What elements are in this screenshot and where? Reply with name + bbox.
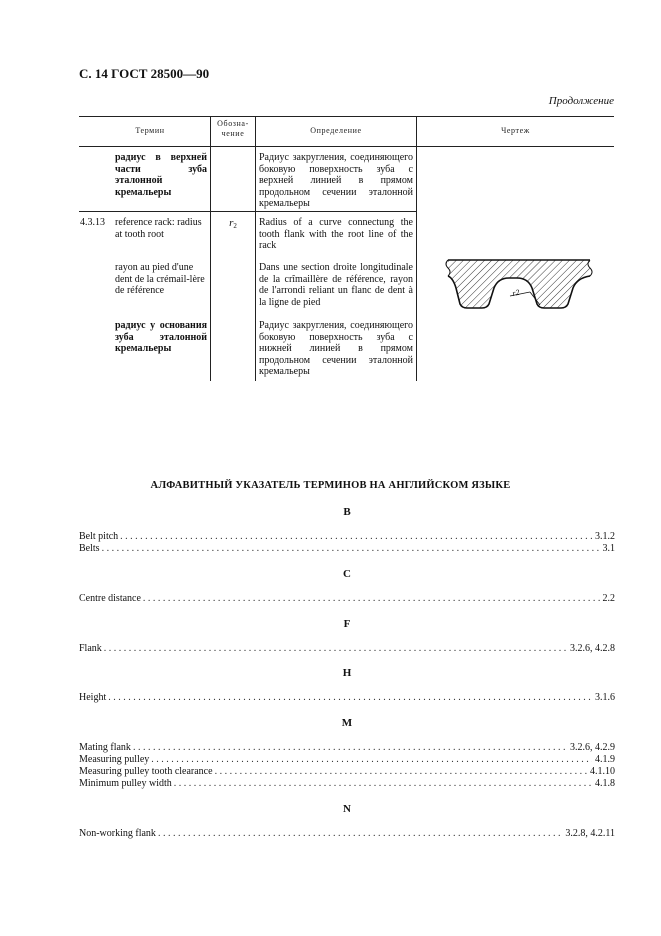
index-term: Measuring pulley [79,754,150,765]
index-term: Non-working flank [79,828,156,839]
index-entry [79,754,615,766]
index-term: Minimum pulley width [79,778,172,789]
index-title: АЛФАВИТНЫЙ УКАЗАТЕЛЬ ТЕРМИНОВ НА АНГЛИЙСКОМ ЯЗЫКЕ [150,480,511,491]
index-term: Belt pitch [79,531,119,542]
index-entry [79,828,615,840]
leader-dots [104,643,567,655]
page-header: С. 14 ГОСТ 28500—90 [79,66,210,81]
leader-dots [102,543,600,555]
definition-en: Radius of a curve connectung the tooth flank with the root line of the rack [259,217,413,252]
index-ref: 4.1.8 [595,778,615,789]
index-entry [79,643,615,655]
index-ref: 3.1.6 [595,692,615,703]
leader-dots [158,828,562,840]
leader-dots [151,754,592,766]
term-number: 4.3.13 [80,217,105,228]
index-term: Centre distance [79,593,141,604]
index-ref: 3.1 [602,543,615,554]
index-ref: 3.2.8, 4.2.11 [565,828,615,839]
index-letter-b: B [343,506,351,518]
rack-body [440,248,598,320]
table-header-rule [79,146,614,147]
column-divider [416,116,417,381]
index-term: Mating flank [79,742,131,753]
index-entry [79,593,615,605]
term-en: reference rack: radius at tooth root [115,217,202,240]
column-header-drawing: Чертеж [501,126,530,135]
symbol-letter: r [229,217,234,229]
index-ref: 3.1.2 [595,531,615,542]
term-symbol [211,218,255,233]
term-ru: радиус у основания зуба эталонной кремальеры [115,320,207,355]
index-letter-h: H [342,667,352,679]
index-letter-f: F [343,618,351,630]
index-ref: 4.1.10 [590,766,615,777]
index-entry [79,742,615,754]
leader-dots [174,778,592,790]
rack-drawing [440,248,598,320]
row-separator [79,211,416,212]
index-ref: 3.2.6, 4.2.8 [570,643,615,654]
leader-dots [143,593,600,605]
index-entry [79,543,615,555]
definition-ru-top-radius: Радиус закругления, соединяющего боковую поверхность зуба с верхней линией в прямом продольном сечении эталонной кремальеры [259,152,413,210]
index-letter-m: M [341,717,353,729]
index-term: Measuring pulley tooth clearance [79,766,213,777]
index-term: Belts [79,543,100,554]
radius-label: r2 [511,287,521,298]
table-top-rule [79,116,614,117]
leader-dots [120,531,592,543]
column-divider [255,116,256,381]
index-ref: 4.1.9 [595,754,615,765]
index-entry [79,692,615,704]
definition-ru: Радиус закругления, соединяющего боковую поверхность зуба с нижней линией в прямом продольном сечении эталонной кремальеры [259,320,413,378]
term-ru-top-radius: радиус в верхней части зуба эталонной кремальеры [115,152,207,198]
index-entry [79,778,615,790]
symbol-subscript: 2 [233,222,237,230]
column-header-term: Термин [135,126,165,135]
leader-dots [133,742,567,754]
continuation-label: Продолжение [548,95,614,107]
index-entry [79,766,615,778]
column-header-definition: Определение [310,126,362,135]
index-letter-c: C [343,568,351,580]
index-letter-n: N [343,803,351,815]
index-ref: 2.2 [602,593,615,604]
leader-dots [215,766,587,778]
index-entry [79,531,615,543]
index-term: Flank [79,643,102,654]
column-header-symbol: Обозна- чение [217,119,249,138]
definition-fr: Dans une section droite longitudinale de la crîmaillère de référence, rayon de l'arrondi reliant un flanc de dent à la ligne de pied [259,262,413,308]
index-ref: 3.2.6, 4.2.9 [570,742,615,753]
column-divider [210,116,211,381]
term-fr: rayon au pied d'une dent de la crémail-lère de référence [115,262,205,297]
leader-dots [108,692,592,704]
index-term: Height [79,692,107,703]
